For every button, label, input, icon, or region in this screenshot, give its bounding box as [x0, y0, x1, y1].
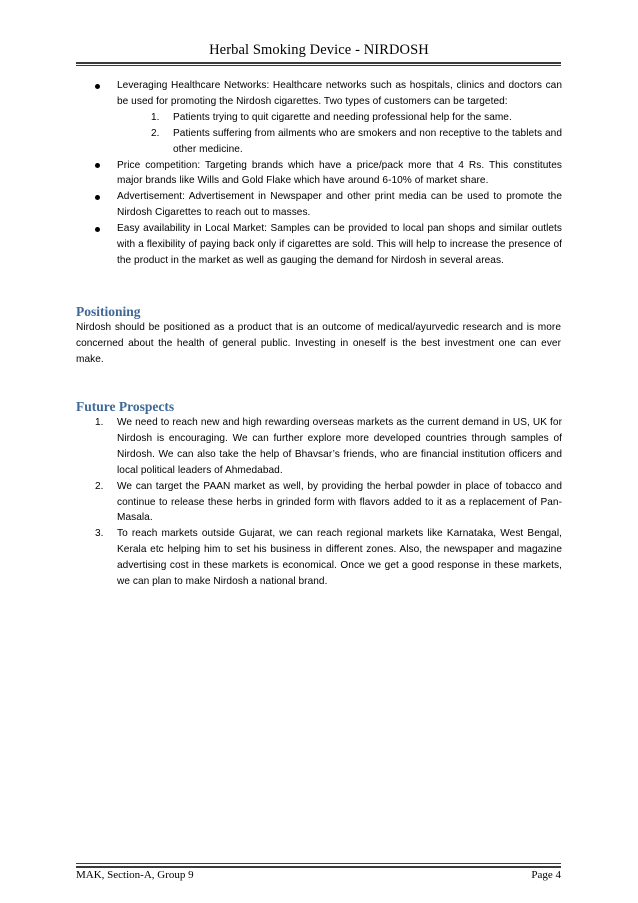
- page-header-title: Herbal Smoking Device - NIRDOSH: [209, 42, 429, 58]
- prospect-text: We can target the PAAN market as well, by providing the herbal powder in place of tobacco and continue to release these herbs in grinded form with flavors added to it as a replacement of Pan-Masala.: [117, 480, 562, 524]
- bullet-dot-icon: [95, 195, 100, 200]
- footer-page-number: Page 4: [531, 869, 561, 881]
- positioning-paragraph: Nirdosh should be positioned as a product that is an outcome of medical/ayurvedic research and is more concerned about the health of general public. Investing in oneself is the best investment one can ever make.: [76, 322, 561, 365]
- bullet-text: Price competition: Targeting brands which have a price/pack more that 4 Rs. This constitutes major brands like Wills and Gold Flake which have around 6-10% of market share.: [117, 159, 562, 187]
- prospect-item: [92, 479, 562, 527]
- future-prospects-heading: Future Prospects: [76, 399, 175, 414]
- bullet-dot-icon: [95, 227, 100, 232]
- bullet-dot-icon: [95, 84, 100, 89]
- sub-list-item: [117, 126, 562, 158]
- bullet-text: Advertisement: Advertisement in Newspaper and other print media can be used to promote the Nirdosh Cigarettes to reach out to masses.: [117, 191, 562, 219]
- bullet-dot-icon: [95, 163, 100, 168]
- header-rule: [76, 62, 561, 64]
- prospect-item: [92, 415, 562, 479]
- prospect-text: To reach markets outside Gujarat, we can reach regional markets like Karnataka, West Bengal, Kerala etc helping him to set his business in different zones. Also, the newspaper and magazine advertising cost in these markets is economical. Once we get a good response in these markets, we can plan to make Nirdosh a national brand.: [117, 528, 562, 588]
- bullet-text: Leveraging Healthcare Networks: Healthcare networks such as hospitals, clinics and doctors can be used for promoting the Nirdosh cigarettes. Two types of customers can be targeted:: [117, 80, 562, 107]
- bullet-text: Easy availability in Local Market: Samples can be provided to local pan shops and similar outlets with a flexibility of paying back only if cigarettes are sold. This will help to increase the presence of the product in the market as well as gauging the demand for Nirdosh in several areas.: [117, 223, 562, 266]
- bullet-item-healthcare: [92, 78, 562, 158]
- sub-item-number: 1.: [151, 111, 160, 123]
- header-rule-thin: [76, 65, 561, 66]
- positioning-heading: Positioning: [76, 304, 141, 319]
- prospect-number: 3.: [95, 528, 104, 540]
- bullet-item-price-competition: [92, 158, 562, 190]
- prospect-text: We need to reach new and high rewarding overseas markets as the current demand in US, UK for Nirdosh is encouraging. We can further explore more developed countries through samples of Nirdosh. We can also take the help of Bhavsar’s friends, who are financial institution officers and local political leaders of Ahmedabad.: [117, 417, 562, 476]
- footer-group-label: MAK, Section-A, Group 9: [76, 869, 194, 881]
- prospect-item: [92, 526, 562, 590]
- sub-item-number: 2.: [151, 127, 160, 139]
- customer-type-list: [117, 110, 562, 158]
- sub-item-text: Patients suffering from ailments who are smokers and non receptive to the tablets and other medicine.: [173, 127, 562, 155]
- bullet-item-advertisement: [92, 189, 562, 221]
- prospect-number: 1.: [95, 417, 104, 428]
- strategy-bullet-list: [92, 78, 562, 269]
- footer-rule-thin: [76, 863, 561, 864]
- footer-rule: [76, 866, 561, 868]
- sub-item-text: Patients trying to quit cigarette and needing professional help for the same.: [173, 111, 512, 123]
- prospect-number: 2.: [95, 480, 104, 492]
- sub-list-item: [117, 110, 562, 126]
- bullet-item-local-market: [92, 221, 562, 269]
- future-prospects-list: [92, 415, 562, 590]
